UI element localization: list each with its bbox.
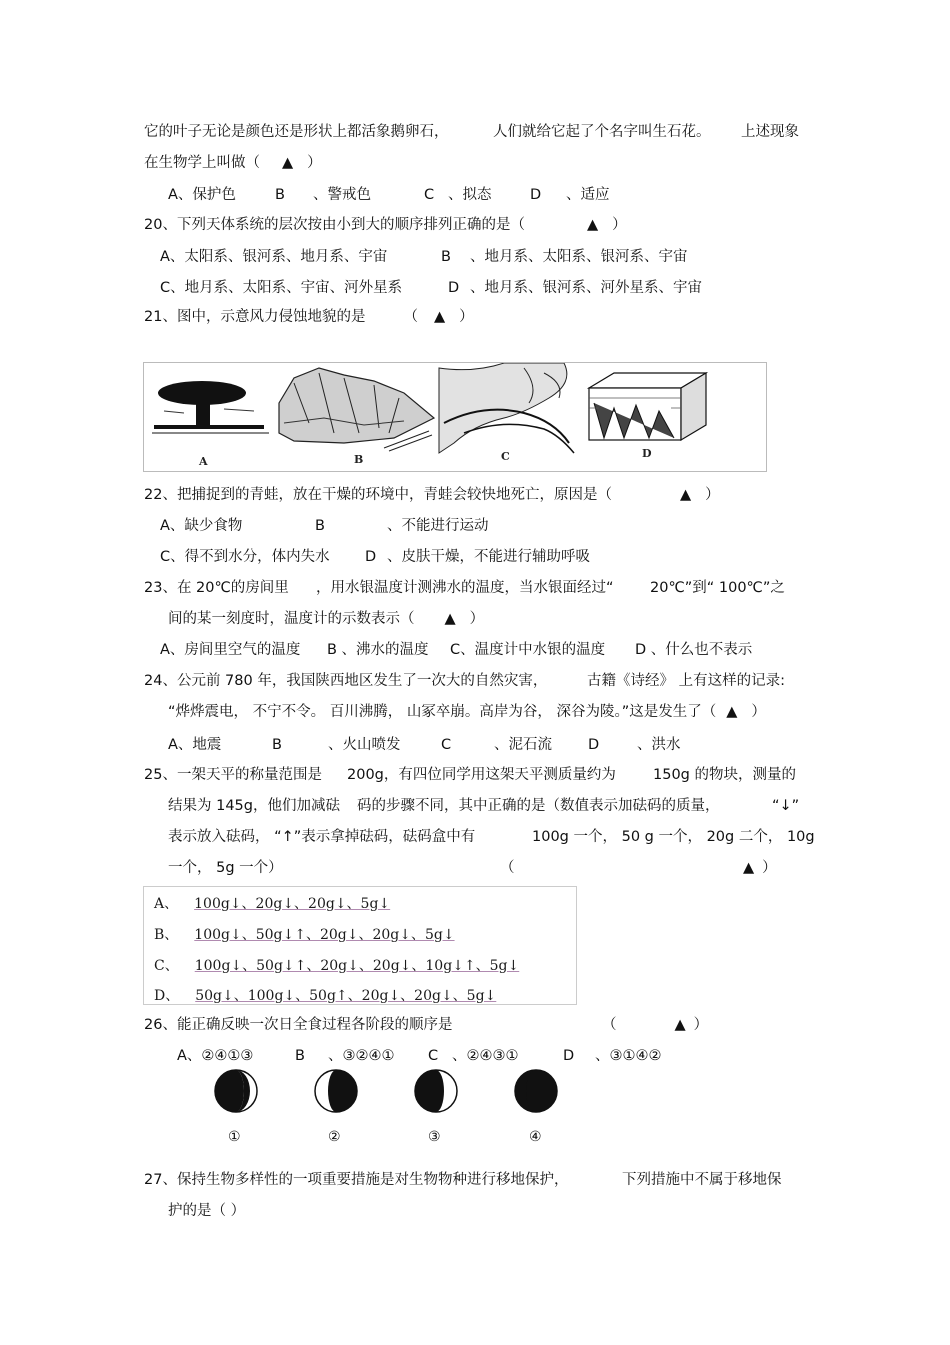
q20-option-a: A、太阳系、银河系、地月系、宇宙: [160, 249, 388, 265]
figure-label-a: A: [199, 455, 208, 468]
q23-option-d: D 、什么也不表示: [635, 642, 753, 658]
landform-figure: [143, 362, 767, 472]
answer-triangle: ▲: [674, 1017, 686, 1033]
q23-stem3: 20℃”到“ 100℃”之: [650, 580, 785, 596]
river-valley-image: [439, 363, 574, 453]
answer-triangle: ▲: [282, 155, 294, 171]
q22-option-a: A、缺少食物: [160, 518, 243, 534]
q19-line2: [144, 153, 322, 173]
q25-l3b: 100g 一个， 50 g 一个， 20g 二个， 10g: [532, 829, 815, 845]
q23-stem4-line: [168, 609, 484, 629]
answer-triangle: ▲: [433, 309, 446, 325]
answer-triangle: ▲: [586, 217, 599, 233]
answer-triangle: ▲: [444, 611, 456, 627]
q19-stem: 在生物学上叫做（: [144, 155, 260, 171]
q19-option-a: A、保护色: [168, 187, 236, 203]
q19-option-b: 、警戒色: [313, 187, 371, 203]
q19-option-c: 、拟态: [448, 187, 492, 203]
eclipse-phase-4: [515, 1070, 557, 1112]
eclipse-phase-1: [215, 1070, 257, 1112]
q23-close: ）: [469, 611, 485, 627]
q25-l2c: “↓”: [772, 798, 800, 814]
figure-label-d: D: [642, 447, 652, 460]
q23-stem2: ，用水银温度计测沸水的温度，当水银面经过“: [316, 580, 614, 596]
q25-l4a: 一个， 5g 一个）: [168, 860, 283, 876]
q22-option-c: C、得不到水分，体内失水: [160, 549, 330, 565]
q19-option-d-letter: D: [530, 187, 542, 203]
answer-triangle: ▲: [726, 704, 738, 720]
q23-option-c: C、温度计中水银的温度: [450, 642, 606, 658]
eclipse-phase-3: [415, 1070, 457, 1112]
q26-paren: （: [602, 1017, 617, 1033]
q26-option-c: 、②④③①: [452, 1048, 519, 1064]
q20-stem-line: [144, 215, 627, 235]
q19-line1b: 人们就给它起了个名字叫生石花。: [493, 124, 711, 140]
q20-option-d-letter: D: [448, 280, 460, 296]
weights-steps-d: 50g↓、100g↓、50g↑、20g↓、20g↓、5g↓: [195, 988, 497, 1004]
q24-stem1b: 古籍《诗经》 上有这样的记录:: [587, 673, 785, 689]
q27-l1a: 27、保持生物多样性的一项重要措施是对生物物种进行移地保护，: [144, 1172, 569, 1188]
figure-label-c: C: [501, 450, 510, 463]
eclipse-label-4: ④: [529, 1129, 542, 1145]
q25-l3a: 表示放入砝码， “↑”表示拿掉砝码，砝码盒中有: [168, 829, 476, 845]
weights-letter-a: A、: [154, 896, 179, 912]
q19-line1a: 它的叶子无论是颜色还是形状上都活象鹅卵石，: [144, 124, 449, 140]
q22-option-b-letter: B: [315, 518, 325, 534]
weights-letter-c: C、: [154, 958, 179, 974]
q25-l1a: 25、一架天平的称量范围是: [144, 767, 322, 783]
q25-l1c: 150g 的物块，测量的: [653, 767, 796, 783]
q21-stem-line: [144, 307, 474, 327]
q21-paren: （: [403, 309, 418, 325]
q23-option-b: B 、沸水的温度: [327, 642, 429, 658]
figure-label-b: B: [354, 453, 364, 466]
q26-option-d: 、③①④②: [595, 1048, 662, 1064]
q20-option-c: C、地月系、太阳系、宇宙、河外星系: [160, 280, 403, 296]
weights-steps-b: 100g↓、50g↓↑、20g↓、20g↓、5g↓: [194, 927, 455, 943]
q26-option-b: 、③②④①: [328, 1048, 395, 1064]
q24-option-a: A、地震: [168, 737, 222, 753]
q24-close: ）: [751, 704, 766, 720]
weights-option-d: [154, 985, 496, 1005]
q25-l2a: 结果为 145g，他们加减砝: [168, 798, 340, 814]
q21-stem: 21、图中，示意风力侵蚀地貌的是: [144, 309, 366, 325]
q26-end: [602, 1015, 708, 1035]
mountain-image: [279, 368, 434, 451]
eclipse-label-3: ③: [428, 1129, 441, 1145]
q23-stem1: 23、在 20℃的房间里: [144, 580, 289, 596]
q25-close: ）: [762, 860, 777, 876]
weights-figure: [143, 886, 577, 1005]
q26-stem: 26、能正确反映一次日全食过程各阶段的顺序是: [144, 1017, 453, 1033]
q23-option-a: A、房间里空气的温度: [160, 642, 301, 658]
q19-line1c: 上述现象: [741, 124, 799, 140]
q27-l2: 护的是（ ）: [168, 1203, 246, 1219]
q24-stem2: “烨烨震电， 不宁不令。 百川沸腾， 山冢卒崩。高岸为谷， 深谷为陵。”这是发生了（: [168, 704, 717, 720]
q22-option-d: 、皮肤干燥，不能进行辅助呼吸: [387, 549, 590, 565]
q24-stem1a: 24、公元前 780 年，我国陕西地区发生了一次大的自然灾害，: [144, 673, 548, 689]
q24-option-d: 、洪水: [637, 737, 681, 753]
weights-steps-c: 100g↓、50g↓↑、20g↓、20g↓、10g↓↑、5g↓: [194, 958, 520, 974]
q26-option-b-letter: B: [295, 1048, 305, 1064]
q19-close: ）: [307, 155, 322, 171]
weights-option-c: [154, 955, 519, 975]
eclipse-label-2: ②: [328, 1129, 341, 1145]
q25-l2b: 码的步骤不同，其中正确的是（数值表示加砝码的质量，: [357, 798, 720, 814]
weights-option-b: [154, 924, 455, 944]
q24-option-c-letter: C: [441, 737, 452, 753]
weights-letter-d: D、: [154, 988, 180, 1004]
q22-option-d-letter: D: [365, 549, 377, 565]
answer-triangle: ▲: [679, 487, 692, 503]
eclipse-phase-2: [315, 1070, 357, 1112]
q26-option-a: A、②④①③: [177, 1048, 254, 1064]
weights-letter-b: B、: [154, 927, 179, 943]
mushroom-rock-image: [152, 381, 269, 433]
q21-close: ）: [459, 309, 474, 325]
weights-option-a: [154, 893, 390, 913]
q26-option-d-letter: D: [563, 1048, 575, 1064]
q26-option-c-letter: C: [428, 1048, 439, 1064]
q25-l4-paren: （: [500, 860, 515, 876]
karst-cave-image: [589, 373, 706, 440]
q24-option-c: 、泥石流: [494, 737, 552, 753]
eclipse-label-1: ①: [228, 1129, 241, 1145]
q24-option-b-letter: B: [272, 737, 282, 753]
q20-option-b-letter: B: [441, 249, 451, 265]
q19-option-d: 、适应: [566, 187, 610, 203]
q22-close: ）: [705, 487, 720, 503]
eclipse-phases: [200, 1066, 570, 1118]
answer-triangle: ▲: [743, 860, 755, 876]
q26-close: ）: [693, 1017, 709, 1033]
q19-option-b-letter: B: [275, 187, 285, 203]
q22-stem-line: [144, 485, 720, 505]
q25-l4-end: [743, 858, 777, 878]
q22-option-b: 、不能进行运动: [387, 518, 489, 534]
q24-option-b: 、火山喷发: [328, 737, 401, 753]
q24-stem2-line: [168, 702, 766, 722]
q23-stem4: 间的某一刻度时，温度计的示数表示（: [168, 611, 415, 627]
weights-steps-a: 100g↓、20g↓、20g↓、5g↓: [194, 896, 391, 912]
q20-option-d: 、地月系、银河系、河外星系、宇宙: [470, 280, 702, 296]
q27-l1b: 下列措施中不属于移地保: [622, 1172, 782, 1188]
q25-l1b: 200g，有四位同学用这架天平测质量约为: [347, 767, 616, 783]
q20-close: ）: [612, 217, 627, 233]
q22-stem: 22、把捕捉到的青蛙，放在干燥的环境中，青蛙会较快地死亡，原因是（: [144, 487, 612, 503]
q20-stem: 20、下列天体系统的层次按由小到大的顺序排列正确的是（: [144, 217, 525, 233]
q24-option-d-letter: D: [588, 737, 600, 753]
landform-illustrations: [144, 363, 766, 471]
q20-option-b: 、地月系、太阳系、银河系、宇宙: [470, 249, 688, 265]
q19-option-c-letter: C: [424, 187, 435, 203]
